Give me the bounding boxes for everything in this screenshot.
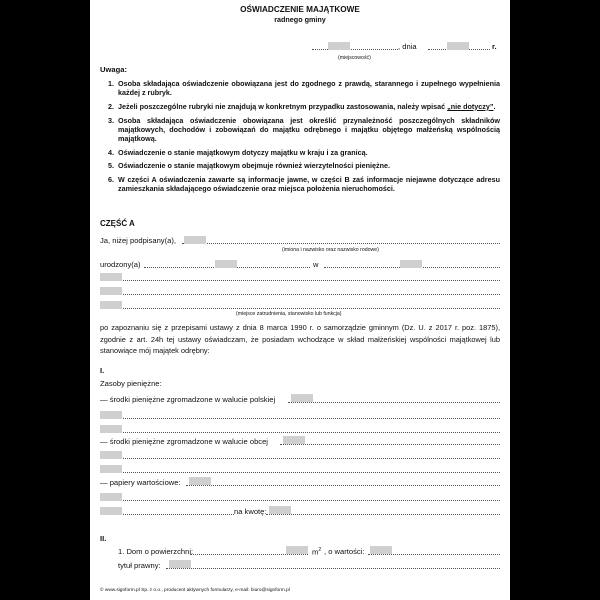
legal-title-dotted-line <box>166 568 500 569</box>
name-dotted-line <box>182 243 500 244</box>
year-suffix: r. <box>492 42 497 51</box>
securities-field[interactable] <box>189 477 211 485</box>
foreign-line-2 <box>100 458 500 459</box>
house-value-label: , o wartości: <box>324 547 365 556</box>
employment-field-1[interactable] <box>100 273 122 281</box>
securities-line-2 <box>100 500 500 501</box>
date-field[interactable] <box>447 42 469 50</box>
securities-field-2[interactable] <box>100 493 122 501</box>
place-caption: (miejscowość) <box>338 55 371 61</box>
pln-field-2[interactable] <box>100 411 122 419</box>
note-item: 4. Oświadczenie o stanie majątkowym dotyczy majątku w kraju i za granicą. <box>108 147 368 157</box>
foreign-label: — środki pieniężne zgromadzone w walucie obcej <box>100 437 268 446</box>
born-place-label: w <box>313 260 319 269</box>
footer-text: © www.signform.pl Sp. z o.o., producent aktywnych formularzy, e-mail: biuro@signform.pl <box>100 588 290 593</box>
securities-field-3[interactable] <box>100 507 122 515</box>
note-item: 2. Jeżeli poszczególne rubryki nie znajdują w konkretnym przypadku zastosowania, należy wpisać „nie dotyczy”. <box>108 101 496 111</box>
notes-heading: Uwaga: <box>100 65 128 74</box>
amount-dotted-line <box>266 514 500 515</box>
pln-label: — środki pieniężne zgromadzone w walucie polskiej <box>100 395 276 404</box>
house-value-dotted-line <box>368 554 500 555</box>
note-item: 3. Osoba składająca oświadczenie obowiązana jest określić przynależność poszczególnych składników majątkowych, dochodów i zobowiązań do majątku odrębnego i majątku objętego małżeńską wspólnością majątkową. <box>108 115 500 144</box>
born-date-field[interactable] <box>215 260 237 268</box>
employment-caption: (miejsce zatrudnienia, stanowisko lub funkcja) <box>236 311 342 317</box>
foreign-field-3[interactable] <box>100 465 122 473</box>
date-label: , dnia <box>398 42 417 51</box>
amount-label: na kwotę: <box>234 507 267 516</box>
securities-dotted-line <box>186 485 500 486</box>
house-value-field[interactable] <box>370 546 392 554</box>
born-place-field[interactable] <box>400 260 422 268</box>
note-item: 5. Oświadczenie o stanie majątkowym obejmuje również wierzytelności pieniężne. <box>108 161 391 171</box>
section-2-number: II. <box>100 534 107 543</box>
amount-field[interactable] <box>269 506 291 514</box>
foreign-field-2[interactable] <box>100 451 122 459</box>
house-area-label: 1. Dom o powierzchni: <box>118 547 194 556</box>
house-area-dotted-line <box>190 554 308 555</box>
legal-title-field[interactable] <box>169 560 191 568</box>
pln-field-3[interactable] <box>100 425 122 433</box>
securities-label: — papiery wartościowe: <box>100 478 181 487</box>
born-label: urodzony(a) <box>100 260 141 269</box>
employment-field-2[interactable] <box>100 287 122 295</box>
document-title: OŚWIADCZENIE MAJĄTKOWE <box>240 5 360 14</box>
note-item: 6. W części A oświadczenia zawarte są informacje jawne, w części B zaś informacje niejawne dotyczące adresu zamieszkania składającego oświadczenie oraz miejsca położenia nieruchomości. <box>108 175 500 194</box>
employment-line-2 <box>100 294 500 295</box>
pln-dotted-line <box>288 402 500 403</box>
section-1-number: I. <box>100 366 105 375</box>
pln-line-2 <box>100 418 500 419</box>
pln-field[interactable] <box>291 394 313 402</box>
statement-paragraph: po zapoznaniu się z przepisami ustawy z dnia 8 marca 1990 r. o samorządzie gminnym (Dz. U. z 2017 r. poz. 1875), zgodnie z art. 24h tej ustawy oświadczam, że posiadam wchodzące w skład małżeńskiej wspólności majątkowej lub stanowiące mój majątek odrębny: <box>100 323 500 355</box>
employment-line-3 <box>100 308 500 309</box>
note-item: 1. Osoba składająca oświadczenie obowiązana jest do zgodnego z prawdą, starannego i zupełnego wypełnienia każdej z rubryk. <box>108 79 500 98</box>
foreign-field[interactable] <box>283 436 305 444</box>
pln-line-3 <box>100 432 500 433</box>
house-area-field[interactable] <box>286 546 308 554</box>
place-dotted-line <box>312 49 398 50</box>
name-label: Ja, niżej podpisany(a), <box>100 236 176 245</box>
foreign-dotted-line <box>280 444 500 445</box>
square-meter-unit: $m^2$ <box>312 547 322 557</box>
name-caption: (imiona i nazwisko oraz nazwisko rodowe) <box>282 247 379 253</box>
part-a-heading: CZĘŚĆ A <box>100 219 135 228</box>
employment-line-1 <box>100 280 500 281</box>
employment-field-3[interactable] <box>100 301 122 309</box>
document-page <box>90 0 510 600</box>
foreign-line-3 <box>100 472 500 473</box>
cash-heading: Zasoby pieniężne: <box>100 379 162 388</box>
place-field[interactable] <box>328 42 350 50</box>
name-field[interactable] <box>184 236 206 244</box>
document-subtitle: radnego gminy <box>274 15 326 24</box>
notes-list <box>108 79 500 198</box>
legal-title-label: tytuł prawny: <box>118 561 161 570</box>
